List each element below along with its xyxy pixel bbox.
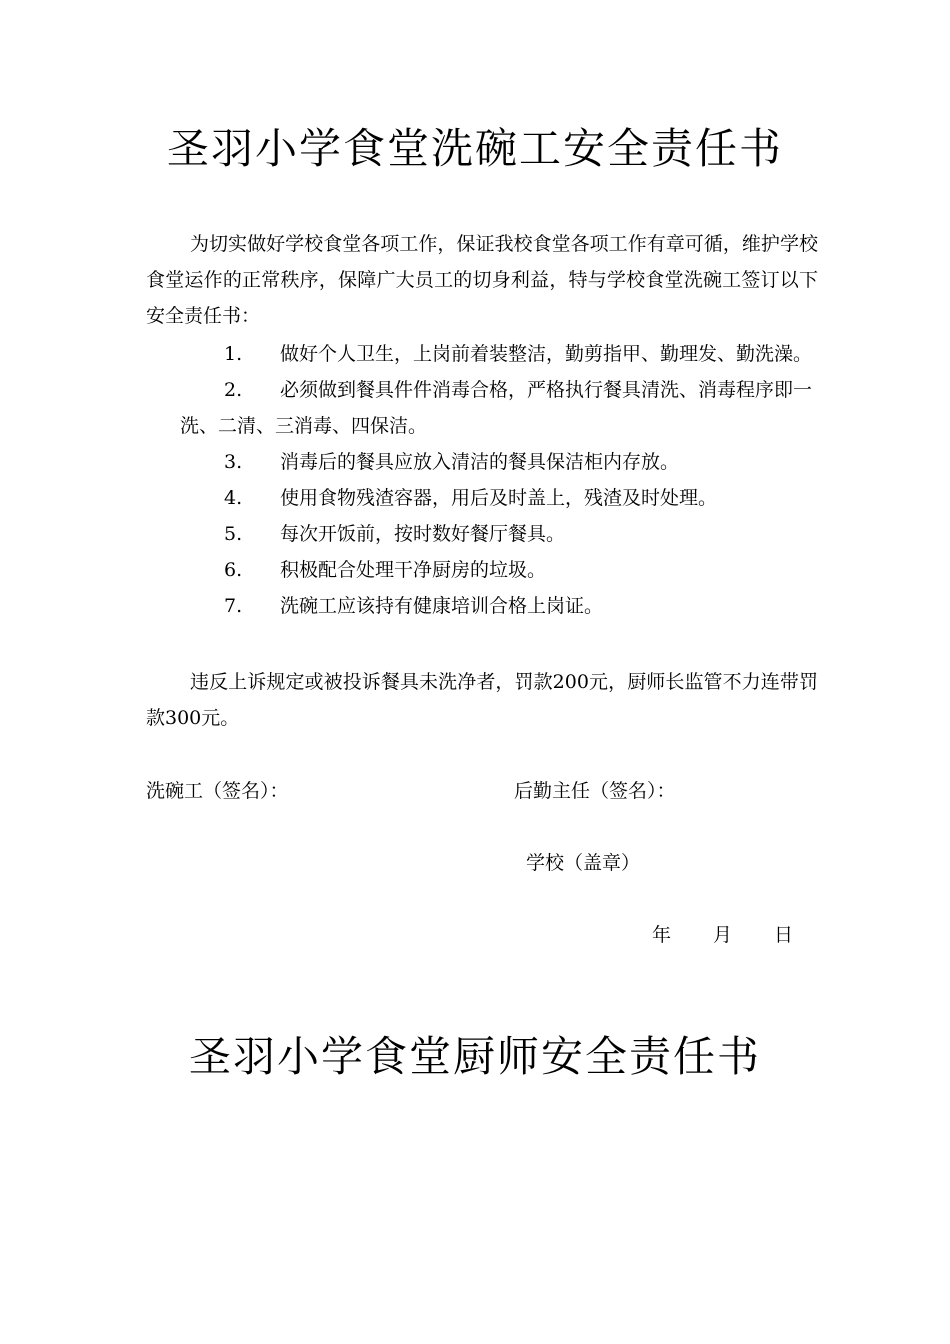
list-item xyxy=(180,336,820,372)
item-text: 消毒后的餐具应放入清洁的餐具保洁柜内存放。 xyxy=(280,451,680,473)
item-number: 7. xyxy=(224,595,243,617)
intro-paragraph: 为切实做好学校食堂各项工作，保证我校食堂各项工作有章可循，维护学校食堂运作的正常秩序，保障广大员工的切身利益，特与学校食堂洗碗工签订以下安全责任书： xyxy=(146,233,818,327)
item-number: 1. xyxy=(224,343,243,365)
school-seal-label: 学校（盖章） xyxy=(526,852,641,874)
date-line xyxy=(652,920,793,950)
list-item xyxy=(180,588,820,624)
item-number: 3. xyxy=(224,451,243,473)
item-text: 积极配合处理干净厨房的垃圾。 xyxy=(280,559,547,581)
second-document-title: 圣羽小学食堂厨师安全责任书 xyxy=(188,1032,761,1081)
item-number: 2. xyxy=(224,379,243,401)
date-day-label: 日 xyxy=(774,924,794,946)
worker-signature-label: 洗碗工（签名）： xyxy=(146,780,289,802)
item-text: 做好个人卫生，上岗前着装整洁，勤剪指甲、勤理发、勤洗澡。 xyxy=(280,343,813,365)
item-text: 必须做到餐具件件消毒合格，严格执行餐具清洗、消毒程序即一洗、二清、三消毒、四保洁。 xyxy=(180,379,813,437)
list-item xyxy=(180,516,820,552)
item-number: 6. xyxy=(224,559,243,581)
list-item xyxy=(180,372,820,444)
date-year-label: 年 xyxy=(652,924,672,946)
list-item xyxy=(180,552,820,588)
item-number: 4. xyxy=(224,487,243,509)
item-text: 每次开饭前，按时数好餐厅餐具。 xyxy=(280,523,566,545)
item-number: 5. xyxy=(224,523,243,545)
item-text: 使用食物残渣容器，用后及时盖上，残渣及时处理。 xyxy=(280,487,718,509)
director-signature-label: 后勤主任（签名）： xyxy=(514,780,676,802)
penalty-paragraph: 违反上诉规定或被投诉餐具未洗净者，罚款200元，厨师长监管不力连带罚款300元。 xyxy=(146,671,818,729)
item-text: 洗碗工应该持有健康培训合格上岗证。 xyxy=(280,595,604,617)
rules-list xyxy=(180,336,820,624)
list-item xyxy=(180,444,820,480)
date-month-label: 月 xyxy=(713,924,733,946)
document-title: 圣羽小学食堂洗碗工安全责任书 xyxy=(166,124,783,173)
list-item xyxy=(180,480,820,516)
